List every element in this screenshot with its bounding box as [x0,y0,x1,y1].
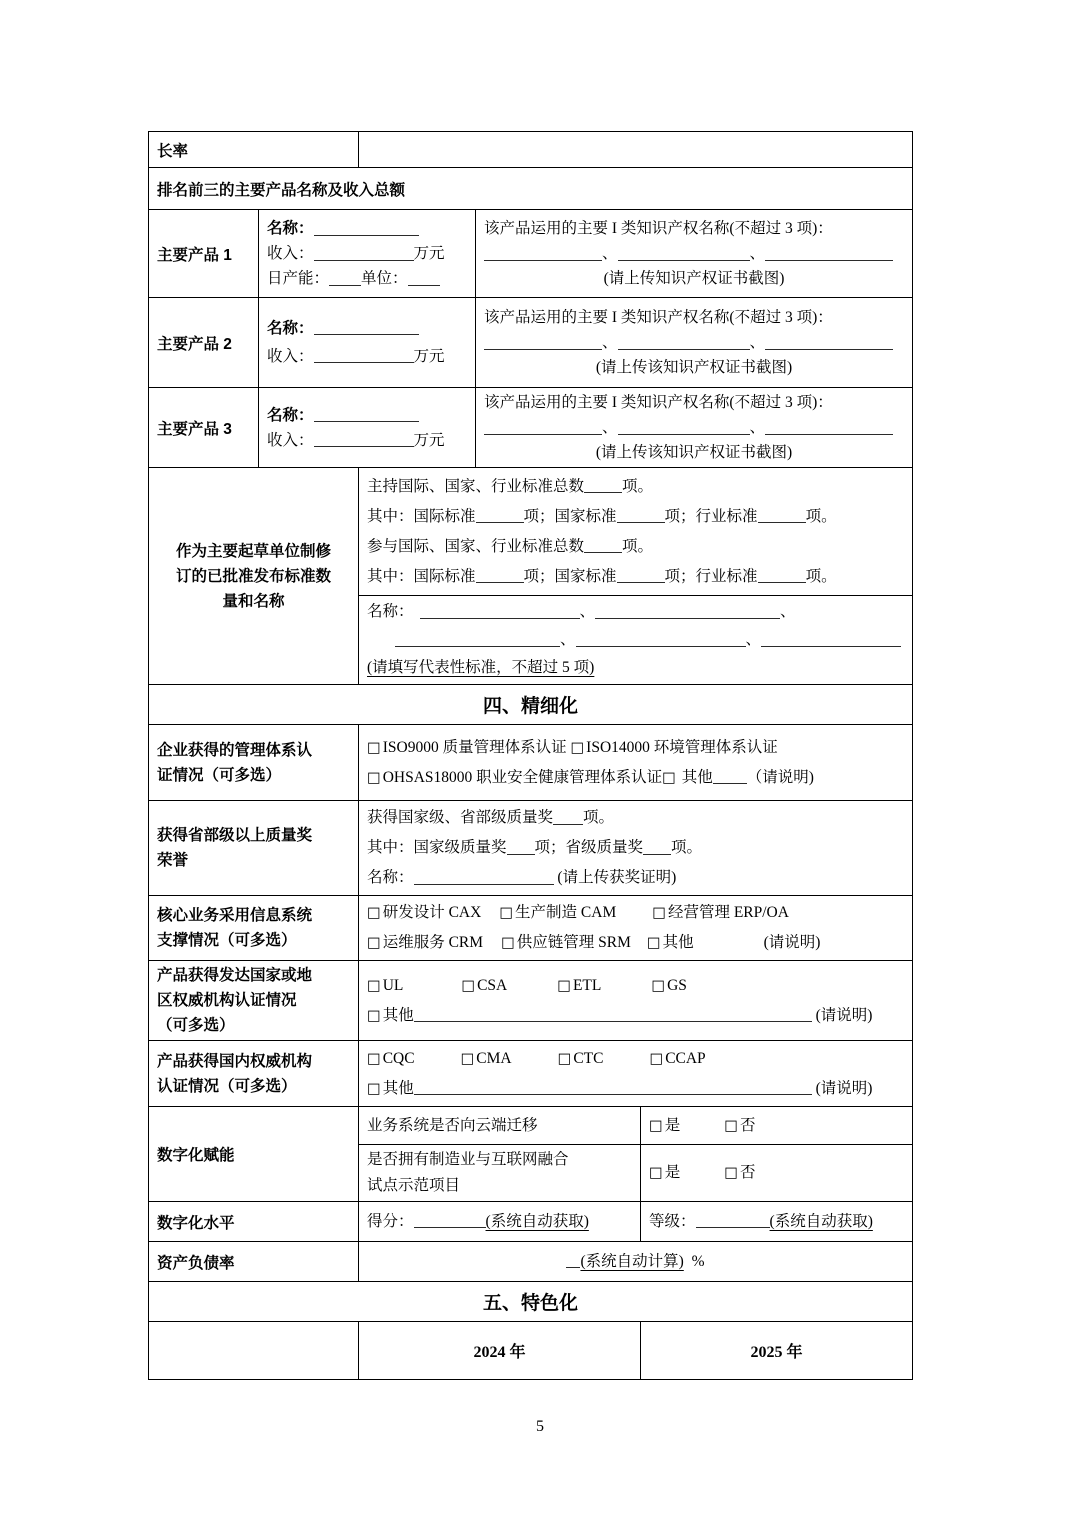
domestic-cert-label: 产品获得国内权威机构 认证情况（可多选） [149,1041,359,1107]
checkbox-icon: □ [649,1050,664,1067]
product-1-ip-info: 该产品运用的主要 I 类知识产权名称(不超过 3 项)： 、 、 (请上传知识产权证书截图) [476,210,913,298]
product-2-label: 主要产品 2 [149,298,259,388]
checkbox-icon: □ [724,1165,738,1181]
product-2-fields: 名称： 收入： 万元 [259,298,476,388]
standards-label: 作为主要起草单位制修 订的已批准发布标准数 量和名称 [149,468,359,685]
page-number: 5 [536,1418,544,1435]
row-top3-header [149,168,913,210]
row-year-header [149,1322,913,1380]
checkbox-icon: □ [646,935,661,951]
row-product-3 [149,388,913,468]
checkbox-icon: □ [724,1117,738,1134]
checkbox-icon: □ [367,1080,381,1097]
debt-ratio-label: 资产负债率 [149,1242,359,1282]
digital-level-grade: 等级： (系统自动获取) [641,1202,913,1242]
domestic-cert-options: □ CQC □ CMA □ CTC □ CCAP □ 其他 (请说明) [359,1041,913,1107]
year-blank-cell [149,1322,359,1380]
cloud-migration-answer: □ 是 □ 否 [641,1107,913,1145]
digital-level-score: 得分： (系统自动获取) [359,1202,641,1242]
row-section-4 [149,685,913,725]
checkbox-icon: □ [649,1165,663,1181]
checkbox-icon: □ [557,977,571,994]
row-domestic-cert [149,1041,913,1107]
cloud-migration-question: 业务系统是否向云端迁移 [359,1107,641,1145]
checkbox-icon: □ [367,935,381,951]
row-growth-rate [149,132,913,168]
mgmt-cert-label: 企业获得的管理体系认 证情况（可多选） [149,725,359,801]
quality-award-details: 获得国家级、省部级质量奖 项。 其中：国家级质量奖 项；省级质量奖 项。 名称： (请上传获奖证明) [359,801,913,896]
standards-names: 名称： 、 、 、 、 (请填写代表性标准，不超过 5 项) [359,596,913,685]
section-4-title: 四、精细化 [149,685,913,725]
checkbox-icon: □ [367,905,381,921]
checkbox-icon: □ [460,1050,475,1067]
quality-award-label: 获得省部级以上质量奖 荣誉 [149,801,359,896]
row-product-2 [149,298,913,388]
growth-rate-label-cell: 长率 [149,132,359,168]
debt-ratio-value: (系统自动计算) % [359,1242,913,1282]
checkbox-icon: □ [367,1050,381,1067]
info-system-options: □ 研发设计 CAX □ 生产制造 CAM □ 经营管理 ERP/OA □ 运维服务 CRM □ 供应链管理 SRM □ 其他 (请说明) [359,896,913,961]
integration-pilot-question: 是否拥有制造业与互联网融合 试点示范项目 [359,1145,641,1202]
checkbox-icon: □ [499,905,514,921]
checkbox-icon: □ [651,977,666,994]
intl-cert-label: 产品获得发达国家或地 区权威机构认证情况 （可多选） [149,961,359,1041]
row-info-system [149,896,913,961]
row-section-5 [149,1282,913,1322]
product-3-ip-info: 该产品运用的主要 I 类知识产权名称(不超过 3 项)： 、 、 (请上传该知识产权证书截图) [476,388,913,468]
mgmt-cert-options: □ ISO9000 质量管理体系认证 □ ISO14000 环境管理体系认证 □ OHSAS18000 职业安全健康管理体系认证□ 其他 （请说明) [359,725,913,801]
info-system-label: 核心业务采用信息系统 支撑情况（可多选） [149,896,359,961]
checkbox-icon: □ [557,1050,572,1067]
row-intl-cert [149,961,913,1041]
row-mgmt-cert [149,725,913,801]
section-5-title: 五、特色化 [149,1282,913,1322]
checkbox-icon: □ [501,935,515,951]
row-quality-award [149,801,913,896]
checkbox-icon: □ [649,1117,663,1134]
row-debt-ratio [149,1242,913,1282]
form-table [148,131,913,1380]
checkbox-icon: □ [367,739,381,756]
intl-cert-options: □ UL □ CSA □ ETL □ GS □ 其他 (请说明) [359,961,913,1041]
checkbox-icon: □ [570,739,585,756]
digital-level-label: 数字化水平 [149,1202,359,1242]
checkbox-icon: □ [652,905,666,921]
growth-rate-value-cell [359,132,913,168]
product-3-fields: 名称： 收入： 万元 [259,388,476,468]
row-digital-level [149,1202,913,1242]
year-2025-header: 2025 年 [641,1322,913,1380]
row-product-1 [149,210,913,298]
product-1-label: 主要产品 1 [149,210,259,298]
row-digital-empower-cloud [149,1107,913,1145]
checkbox-icon: □ [662,769,676,786]
integration-pilot-answer: □ 是 □ 否 [641,1145,913,1202]
product-1-fields: 名称： 收入： 万元 日产能： 单位： [259,210,476,298]
checkbox-icon: □ [367,1007,381,1024]
year-2024-header: 2024 年 [359,1322,641,1380]
row-standards [149,468,913,596]
standards-counts: 主持国际、国家、行业标准总数 项。 其中：国际标准 项；国家标准 项；行业标准 项。 参与国际、国家、行业标准总数 项。 其中：国际标准 项；国家标准 项；行业标准 项。 [359,468,913,596]
checkbox-icon: □ [367,977,381,994]
product-2-ip-info: 该产品运用的主要 I 类知识产权名称(不超过 3 项)： 、 、 (请上传该知识产权证书截图) [476,298,913,388]
checkbox-icon: □ [367,769,381,786]
top3-products-header: 排名前三的主要产品名称及收入总额 [149,168,913,210]
digital-empower-label: 数字化赋能 [149,1107,359,1202]
product-3-label: 主要产品 3 [149,388,259,468]
checkbox-icon: □ [461,977,476,994]
